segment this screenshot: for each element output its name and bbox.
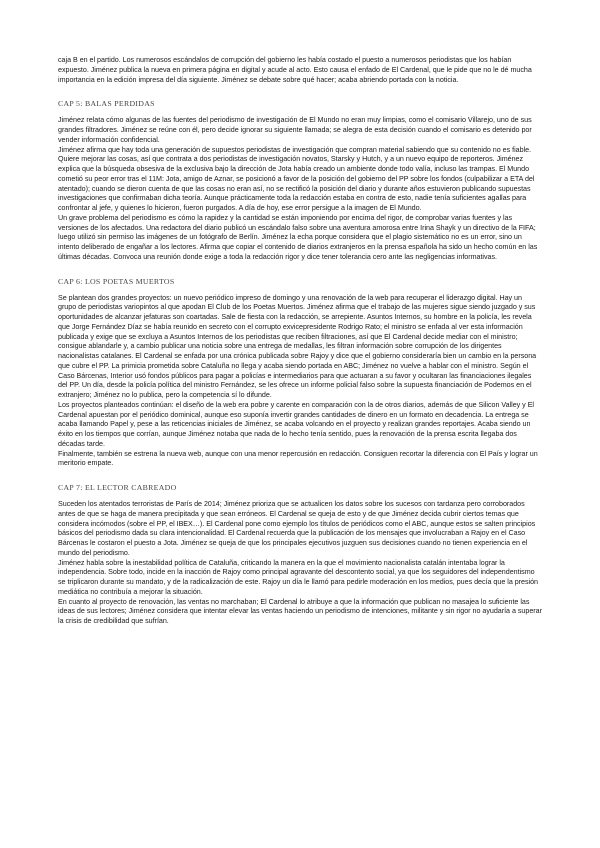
chapter-6-paragraph-3: Finalmente, también se estrena la nueva web, aunque con una menor repercusión en redacción. Consiguen recortar la diferencia con El País y lograr un meritorio empate. [58,449,538,468]
chapter-5-paragraph-2: Jiménez afirma que hay toda una generación de supuestos periodistas de investigación que compran material sabiendo que su contenido no es fiable. Quiere mejorar las cosas, así que contrata a dos periodistas de investigación novatos, Starsky y Hutch, y a un nuevo equipo de reporteros. Jiménez explica que la búsqueda obsesiva de la exclusiva bajo la dirección de Jota había creado un ambiente donde todo valía, incluso las trampas. El Mundo cometió su peor error tras el 11M: Jota, amigo de Aznar, se posicionó a favor de la posición del gobierno del PP sobre los fondos (culpabilizar a ETA del atentado); cuando se dieron cuenta de que las cosas no eran así, no se rectificó la posición del diario y durante años estuvieron publicando supuestas investigaciones que confirmaban dicha teoría. Aunque prácticamente toda la redacción estaba en contra de esto, nadie tenía suficientes agallas para confrontar al jefe, y quienes lo hicieron, fueron purgados. A día de hoy, ese error persigue a la imagen de El Mundo. [58,145,535,212]
intro-paragraph: caja B en el partido. Los numerosos escándalos de corrupción del gobierno les había costado el puesto a numerosos periodistas que los habían expuesto. Jiménez publica la nueva en primera página en digital y acude al acto. Esto causa el enfado de El Cardenal, que le pide que no le dé mucha importancia en la edición impresa del día siguiente. Jiménez se debate sobre qué hacer; acaba abriendo portada con la noticia. [58,56,532,84]
chapter-7-paragraph-1: Suceden los atentados terroristas de París de 2014; Jiménez prioriza que se actualicen los datos sobre los sucesos con tardanza pero corroborados antes de que se haga de manera precipitada y que sean erróneos. El Cardenal se queja de esto y de que Jiménez decida cubrir ciertos temas que considera incómodos (sobre el PP, el IBEX…). El Cardenal pone como ejemplo los títulos de periódicos como el ABC, aunque estos se salten principios básicos del periodismo dada su clara intencionalidad. El Cardenal recuerda que la publicación de los mensajes que involucraban a Rajoy en el Caso Bárcenas le costaron el puesto a Jota. Jiménez se queja de que los principales ejecutivos juzguen sus decisiones cuando no tienen experiencia en el mundo del periodismo. [58,500,536,557]
chapter-6-paragraph-1: Se plantean dos grandes proyectos: un nuevo periódico impreso de domingo y una renovación de la web para recuperar el liderazgo digital. Hay un grupo de periodistas variopintos al que apodan El Club de los Poetas Muertos. Jiménez afirma que el trabajo de las mujeres sigue siendo juzgado y sus oportunidades de alcanzar jefaturas son coartadas. Sale de fiesta con la redacción, se arrepiente. Asuntos Internos, su hombre en la policía, les revela que Jorge Fernández Díaz se había reunido en secreto con el corrupto exvicepresidente Rodrigo Rato; el ministro se enfada al ver esta información publicada y exige que se excluya a Asuntos Internos de los periodistas que reciben filtraciones, así que El Cardenal decide mediar con el ministro; consigue ablandarle y, a cambio publicar una noticia sobre una entrega de medallas, les filtran información sobre corrupción de los dirigentes nacionalistas catalanes. El Cardenal se enfada por una crónica publicada sobre Rajoy y dice que el gobierno consideraría bien un cambio en la persona que cubre el PP. La primicia prometida sobre Cataluña no llega y acaba siendo portada en ABC; Jiménez no vuelve a hablar con el ministro. Según el Caso Bárcenas, Interior usó fondos públicos para pagar a policías e intermediarios para que actuaran a su favor y ocultaran las financiaciones ilegales del PP. Un día, desde la policía política del ministro Fernández, se les ofrece un informe policial falso sobre la supuesta financiación de Podemos en el extranjero; Jiménez no lo publica, pero la competencia sí lo difunde. [58,293,537,399]
chapter-5-heading: CAP 5: BALAS PERDIDAS [58,99,155,109]
chapter-7-heading: CAP 7: EL LECTOR CABREADO [58,483,177,492]
chapter-6-heading: CAP 6: LOS POETAS MUERTOS [58,276,175,286]
chapter-7-paragraph-3: En cuanto al proyecto de renovación, las ventas no marchaban; El Cardenal lo atribuye a que la información que publican no masajea lo suficiente las ideas de sus lectores; Jiménez considera que intentar elevar las ventas haciendo un periodismo de intenciones, militante y sin rigor no ayudaría a superar la crisis de credibilidad que sufrían. [58,597,542,625]
chapter-7-paragraph-2: Jiménez habla sobre la inestabilidad política de Cataluña, criticando la manera en la que el movimiento nacionalista catalán intentaba lograr la independencia. Sobre todo, incide en la inacción de Rajoy como principal agravante del descontento social, ya que los seguidores del independentismo se triplicaron durante su mandato, y de la radicalización de este. Rajoy un día le llamó para pedirle moderación en los medios, pues decía que la presión mediática no contribuía a mejorar la situación. [58,558,539,596]
chapter-6-paragraph-2: Los proyectos planteados continúan: el diseño de la web era pobre y carente en comparación con la de otros diarios, además de que Silicon Valley y El Cardenal apuestan por el periódico dominical, aunque eso suponía invertir grandes cantidades de dinero en un formato en decadencia. La entrega se acaba llamando Papel y, pese a las reticencias iniciales de Jiménez, se acaba volcando en el proyecto y realizan grandes reportajes. Acaba siendo un éxito en los tiempos que corrían, aunque Jiménez notaba que nada de lo hecho tenía sentido, pues la renovación de la prensa escrita llegaba dos décadas tarde. [58,400,534,448]
chapter-5-paragraph-3: Un grave problema del periodismo es cómo la rapidez y la cantidad se están imponiendo por encima del rigor, de comprobar varias fuentes y las versiones de los afectados. Una redactora del diario publicó un escándalo falso sobre una aventura amorosa entre Irina Shayk y un directivo de la FIFA; luego utilizó sin permiso las imágenes de un fotógrafo de Berlín. Jiménez la echa porque considera que el plagio sistemático no es un error, sino un intento deliberado de engañar a los lectores. Afirma que copiar el contenido de diarios extranjeros en la prensa española ha sido un hecho común en las últimas décadas. Convoca una reunión donde exige a toda la redacción rigor y dice tener tolerancia cero ante las negligencias informativas. [58,213,538,261]
chapter-5-paragraph-1: Jiménez relata cómo algunas de las fuentes del periodismo de investigación de El Mundo no eran muy limpias, como el comisario Villarejo, uno de sus grandes filtradores. Jiménez se reúne con él, pero decide ignorar su siguiente llamada; se alegra de esta decisión cuando el comisario es detenido por vender información confidencial. [58,116,532,144]
